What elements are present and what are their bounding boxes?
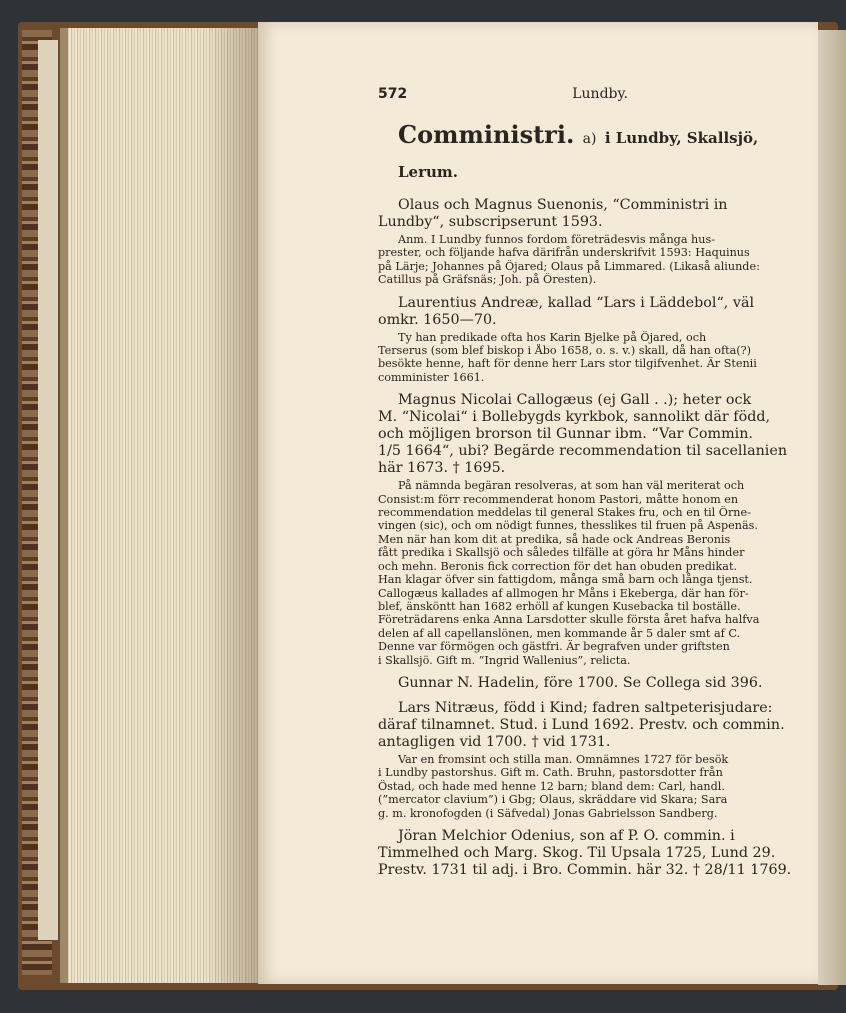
- entry-paragraph: [378, 700, 814, 751]
- text-line: Var en fromsint och stilla man. Omnämnes 1727 för besök: [398, 752, 729, 766]
- text-line: Olaus och Magnus Suenonis, “Comministri in: [398, 197, 728, 213]
- facing-page-edge: [818, 30, 846, 985]
- page-stack-border: [60, 28, 68, 983]
- note-paragraph: [378, 753, 814, 820]
- note-paragraph: [378, 331, 814, 385]
- note-paragraph: [378, 233, 814, 287]
- text-line: Callogæus kallades af allmogen hr Måns i Ekeberga, där han för-: [378, 586, 749, 600]
- text-line: 1/5 1664“, ubi? Begärde recommendation til sacellanien: [378, 443, 788, 460]
- running-head: Lundby.: [572, 86, 628, 102]
- text-line: g. m. kronofogden (i Säfvedal) Jonas Gabrielsson Sandberg.: [378, 806, 718, 820]
- section-title: Comministri.: [398, 120, 575, 149]
- text-line: och mehn. Beronis fick correction för det han obuden predikat.: [378, 559, 738, 573]
- text-line: antagligen vid 1700. † vid 1731.: [378, 733, 611, 750]
- text-line: comminister 1661.: [378, 370, 485, 384]
- text-line: i Skallsjö. Gift m. ”Ingrid Wallenius”, relicta.: [378, 653, 631, 667]
- text-line: däraf tilnamnet. Stud. i Lund 1692. Prestv. och commin.: [378, 716, 785, 733]
- text-line: vingen (sic), och om nödigt funnes, thesslikes til fruen på Aspenäs.: [378, 519, 758, 533]
- text-line: här 1673. † 1695.: [378, 460, 506, 477]
- text-line: blef, änsköntt han 1682 erhöll af kungen Kusebacka til boställe.: [378, 599, 741, 613]
- text-line: och möjligen brorson til Gunnar ibm. “Var Commin.: [378, 426, 753, 443]
- text-line: besökte henne, haft för denne herr Lars stor tilgifvenhet. Är Stenii: [378, 357, 757, 371]
- text-line: (”mercator clavium”) i Gbg; Olaus, skräddare vid Skara; Sara: [378, 793, 728, 807]
- text-line: på Lärje; Johannes på Öjared; Olaus på Limmared. (Likaså aliunde:: [378, 259, 760, 273]
- text-line: Lundby“, subscripserunt 1593.: [378, 214, 603, 230]
- text-line: M. “Nicolai“ i Bollebygds kyrkbok, sannolikt där född,: [378, 409, 771, 426]
- section-marker: a): [582, 131, 597, 147]
- entry-paragraph: [378, 392, 814, 477]
- text-line: Prestv. 1731 til adj. i Bro. Commin. här 32. † 28/11 1769.: [378, 861, 792, 878]
- text-line: Terserus (som blef biskop i Åbo 1658, o. s. v.) skall, då han ofta(?): [378, 344, 752, 358]
- text-line: Laurentius Andreæ, kallad “Lars i Läddebol“, väl: [398, 294, 755, 311]
- endpaper: [38, 40, 58, 940]
- text-line: recommendation meddelas til general Stakes fru, och en til Örne-: [378, 506, 751, 520]
- text-line: Lars Nitræus, född i Kind; fadren saltpeterisjudare:: [398, 699, 773, 716]
- section-subtitle: i Lundby, Skallsjö, Lerum.: [398, 129, 759, 181]
- text-line: Consist:m förr recommenderat honom Pastori, måtte honom en: [378, 492, 739, 506]
- text-line: Företrädarens enka Anna Larsdotter skulle första året hafva halfva: [378, 613, 760, 627]
- text-line: Denne var förmögen och gästfri. Är begrafven under griftsten: [378, 640, 730, 654]
- running-header: [378, 86, 628, 102]
- text-line: prester, och följande hafva därifrån underskrifvit 1593: Haquinus: [378, 246, 750, 260]
- text-line: Jöran Melchior Odenius, son af P. O. commin. i: [398, 827, 735, 844]
- text-line: Gunnar N. Hadelin, före 1700. Se Collega sid 396.: [398, 674, 763, 691]
- entry-paragraph: [378, 197, 814, 231]
- page-number: 572: [378, 86, 408, 102]
- text-line: Catillus på Gräfsnäs; Joh. på Öresten).: [378, 273, 597, 287]
- text-line: Ty han predikade ofta hos Karin Bjelke på Öjared, och: [398, 330, 707, 344]
- text-line: Men när han kom dit at predika, så hade ock Andreas Beronis: [378, 532, 731, 546]
- entry-paragraph: [378, 295, 814, 329]
- text-line: fått predika i Skallsjö och således tilfälle at göra hr Måns hinder: [378, 546, 745, 560]
- text-line: Timmelhed och Marg. Skog. Til Upsala 1725, Lund 29.: [378, 844, 776, 861]
- page-content: [378, 86, 814, 879]
- text-line: delen af all capellanslönen, men kommande år 5 daler smt af C.: [378, 626, 741, 640]
- text-line: Östad, och hade med henne 12 barn; bland dem: Carl, handl.: [378, 779, 725, 793]
- body-text: [378, 197, 814, 879]
- text-line: i Lundby pastorshus. Gift m. Cath. Bruhn, pastorsdotter från: [378, 766, 723, 780]
- text-line: På nämnda begäran resolveras, at som han väl meriterat och: [398, 479, 745, 493]
- section-heading: [398, 120, 814, 187]
- text-line: Han klagar öfver sin fattigdom, många små barn och långa tjenst.: [378, 573, 753, 587]
- entry-paragraph: [378, 675, 814, 692]
- gutter-shadow: [205, 28, 260, 983]
- text-line: Magnus Nicolai Callogæus (ej Gall . .); heter ock: [398, 392, 752, 409]
- note-paragraph: [378, 479, 814, 667]
- text-line: omkr. 1650—70.: [378, 311, 497, 328]
- text-line: Anm. I Lundby funnos fordom företrädesvis många hus-: [398, 233, 715, 246]
- entry-paragraph: [378, 828, 814, 879]
